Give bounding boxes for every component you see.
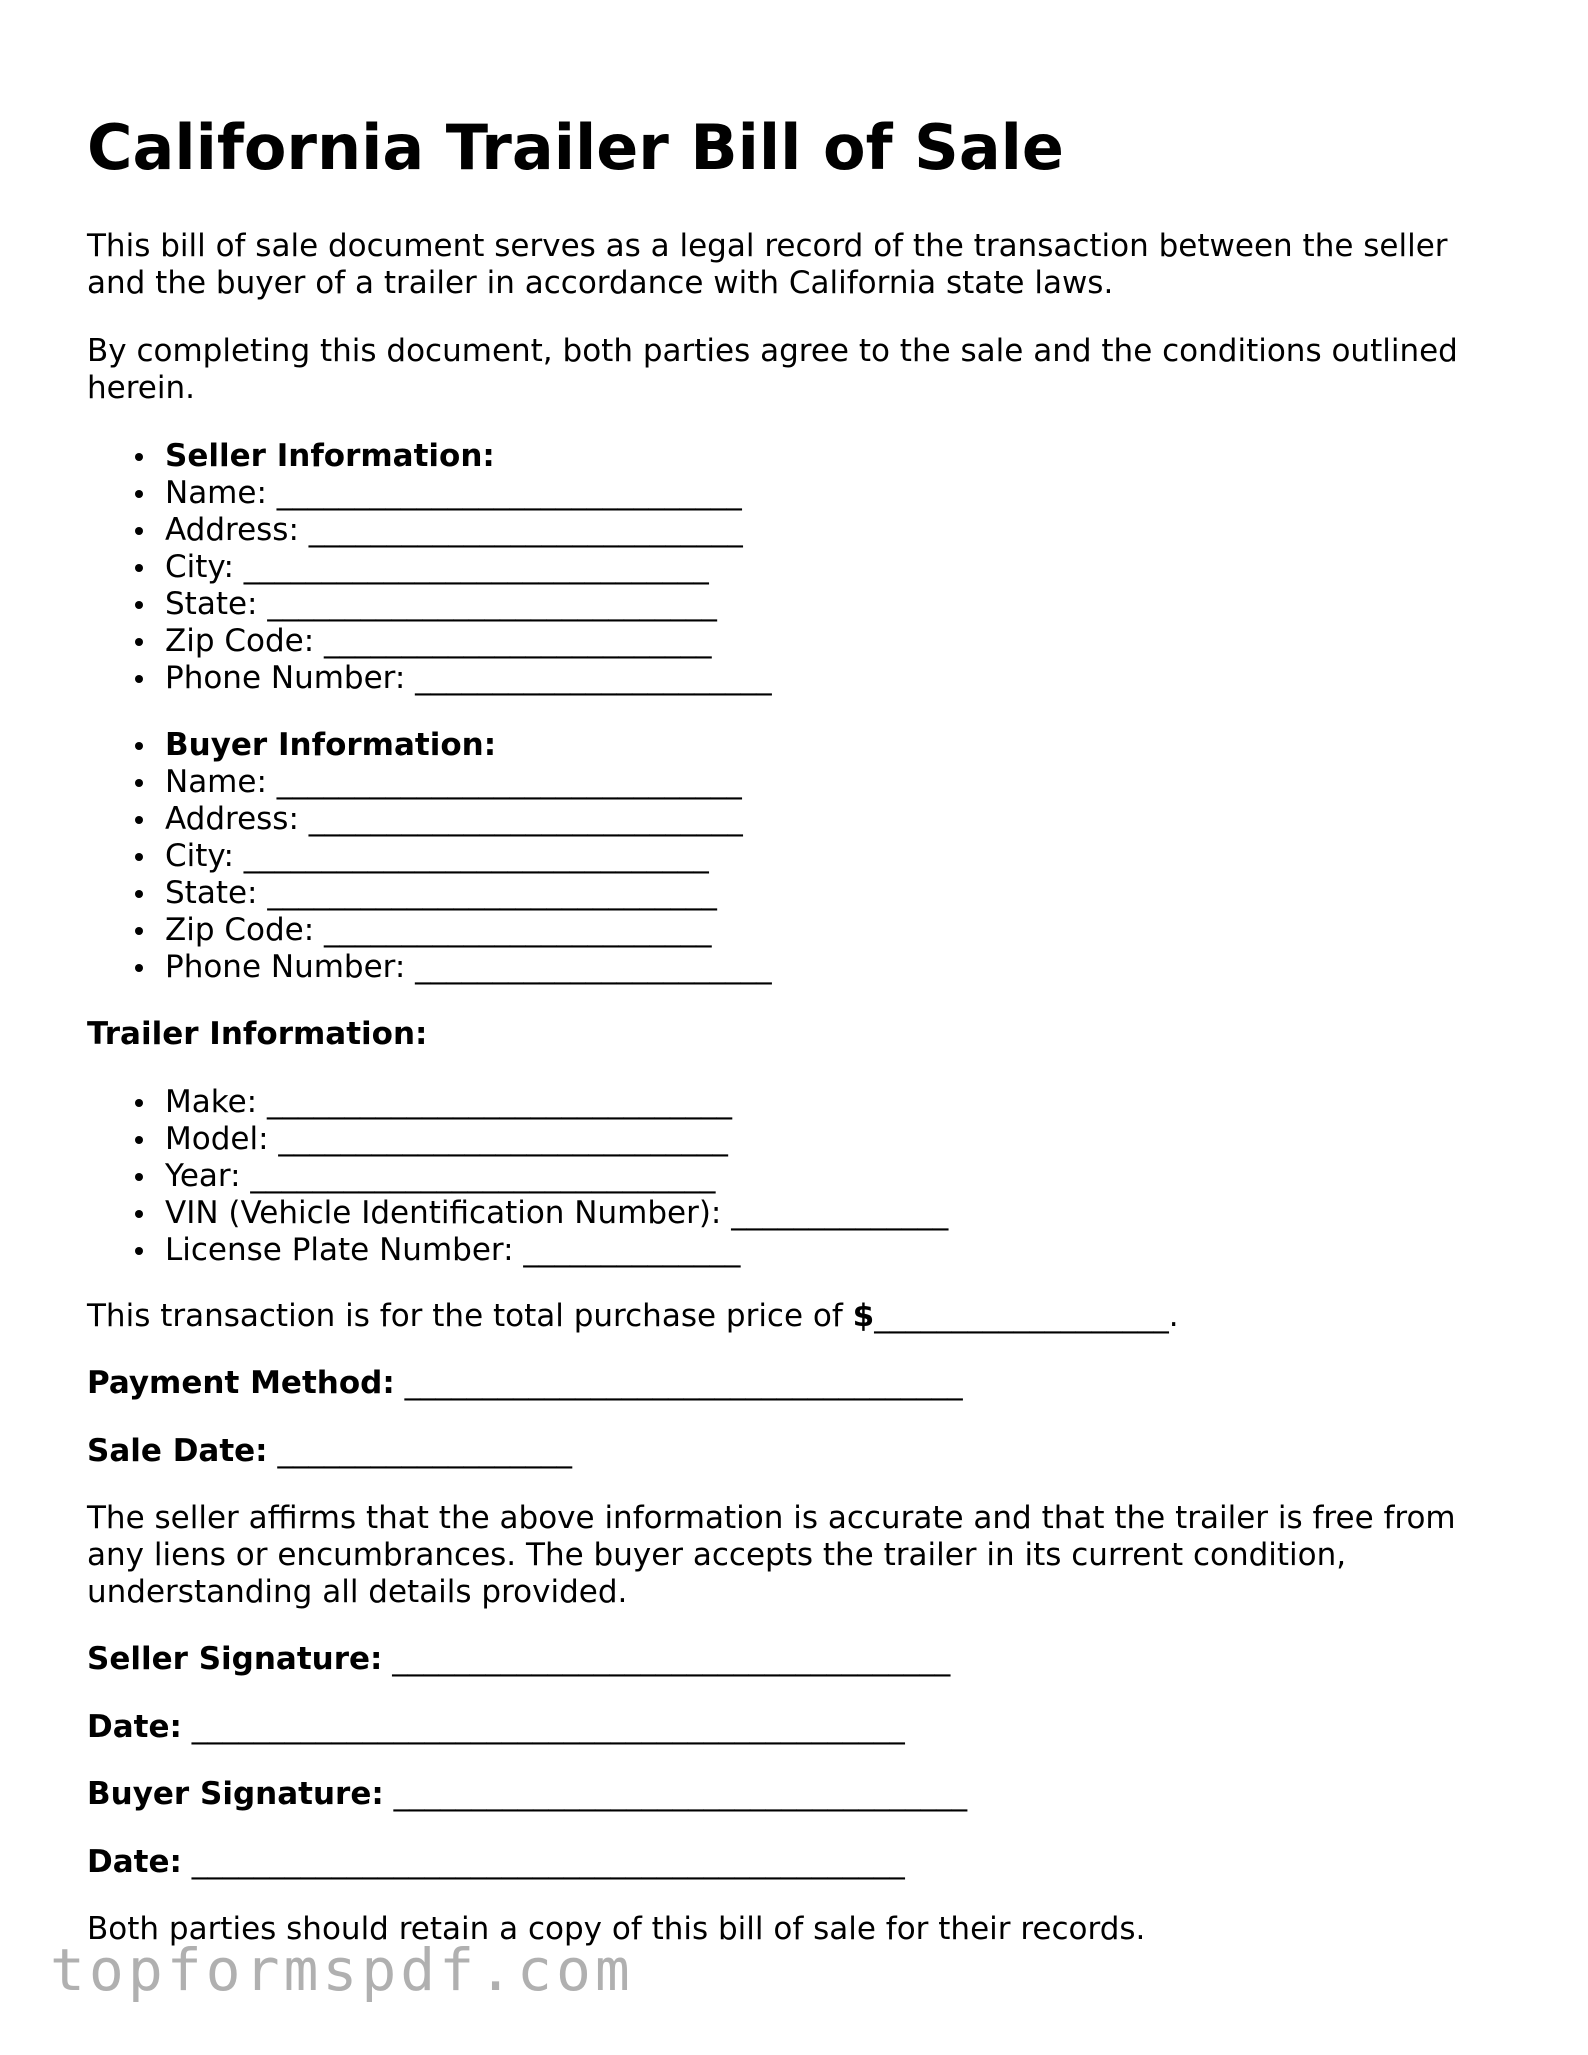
trailer-info-list [87, 1084, 948, 1269]
sale-date-field[interactable]: Sale Date: ___________________ [87, 1433, 572, 1469]
buyer-signature-field[interactable]: Buyer Signature: _____________________________________ [87, 1776, 968, 1812]
seller-address-field[interactable]: Address: ____________________________ [165, 512, 772, 549]
seller-zip-field[interactable]: Zip Code: _________________________ [165, 623, 772, 660]
seller-signature-date-field[interactable]: Date: ______________________________________________ [87, 1709, 905, 1745]
seller-city-field[interactable]: City: ______________________________ [165, 549, 772, 586]
agreement-paragraph: By completing this document, both parties agree to the sale and the conditions outlined herein. [87, 333, 1458, 406]
payment-method-field[interactable]: Payment Method: ____________________________________ [87, 1365, 963, 1401]
watermark: topformspdf.com [50, 1936, 634, 2004]
seller-info-list [87, 438, 772, 697]
buyer-city-field[interactable]: City: ______________________________ [165, 838, 772, 875]
buyer-state-field[interactable]: State: _____________________________ [165, 875, 772, 912]
buyer-info-list [87, 727, 772, 986]
trailer-model-field[interactable]: Model: _____________________________ [165, 1121, 948, 1158]
trailer-plate-field[interactable]: License Plate Number: ______________ [165, 1232, 948, 1269]
trailer-year-field[interactable]: Year: ______________________________ [165, 1158, 948, 1195]
trailer-make-field[interactable]: Make: ______________________________ [165, 1084, 948, 1121]
buyer-address-field[interactable]: Address: ____________________________ [165, 801, 772, 838]
intro-paragraph: This bill of sale document serves as a legal record of the transaction between the seller and the buyer of a trailer in accordance with California state laws. [87, 228, 1448, 301]
purchase-price-line[interactable]: This transaction is for the total purchase price of $___________________. [87, 1298, 1179, 1334]
buyer-signature-date-field[interactable]: Date: ______________________________________________ [87, 1844, 905, 1880]
seller-phone-field[interactable]: Phone Number: _______________________ [165, 660, 772, 696]
page-title: California Trailer Bill of Sale [87, 111, 1064, 184]
buyer-zip-field[interactable]: Zip Code: _________________________ [165, 912, 772, 949]
affirmation-paragraph: The seller affirms that the above information is accurate and that the trailer is free from any liens or encumbrances. The buyer accepts the trailer in its current condition, understanding all details provided. [87, 1500, 1456, 1610]
seller-name-field[interactable]: Name: ______________________________ [165, 475, 772, 512]
seller-info-heading: Seller Information: [165, 438, 772, 475]
buyer-info-heading: Buyer Information: [165, 727, 772, 764]
trailer-info-heading: Trailer Information: [87, 1016, 428, 1052]
buyer-name-field[interactable]: Name: ______________________________ [165, 764, 772, 801]
seller-state-field[interactable]: State: _____________________________ [165, 586, 772, 623]
seller-signature-field[interactable]: Seller Signature: ____________________________________ [87, 1641, 951, 1677]
retain-copy-note: Both parties should retain a copy of this bill of sale for their records. [87, 1911, 1146, 1947]
trailer-vin-field[interactable]: VIN (Vehicle Identification Number): ______________ [165, 1195, 949, 1231]
buyer-phone-field[interactable]: Phone Number: _______________________ [165, 949, 772, 985]
